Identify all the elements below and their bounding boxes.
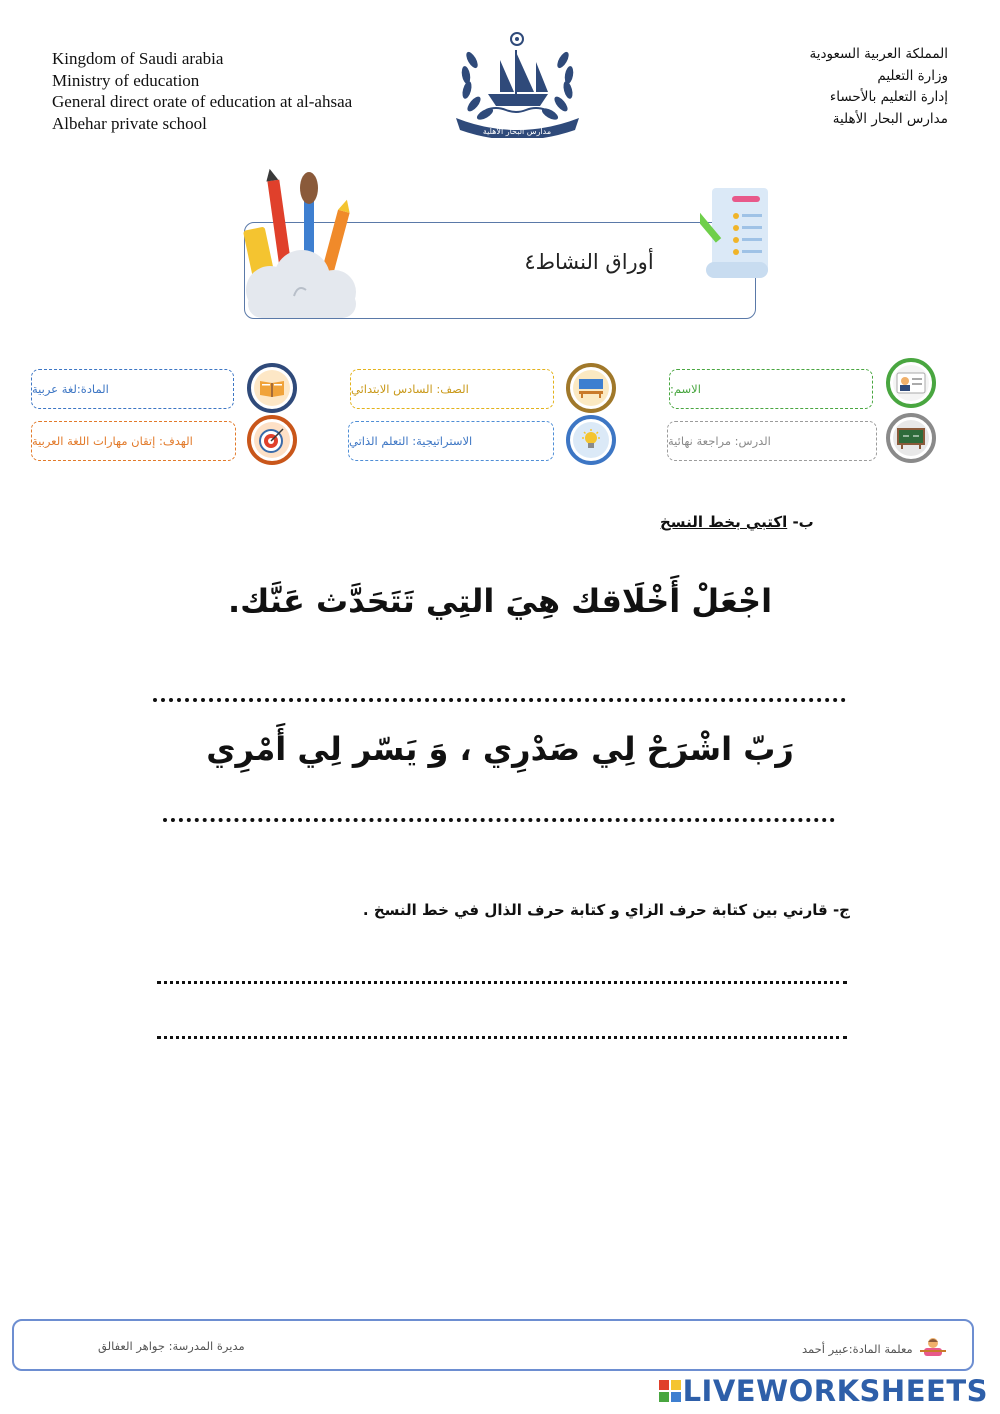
answer-line-2[interactable] — [163, 818, 835, 822]
section-b-instruction: اكتبي بخط النسخ — [660, 513, 788, 531]
answer-line-4[interactable] — [157, 1036, 847, 1039]
lesson-label: الدرس: مراجعة نهائية — [668, 434, 771, 448]
copy-sentence-1: اجْعَلْ أَخْلَاقك هِيَ التِي تَتَحَدَّث عَنَّك. — [227, 582, 773, 620]
english-header-line: Albehar private school — [52, 113, 207, 133]
section-b-heading — [660, 513, 814, 531]
classroom-icon — [573, 370, 609, 406]
copy-sentence-2: رَبّ اشْرَحْ لِي صَدْرِي ، وَ يَسّر لِي أَمْرِي — [206, 730, 794, 768]
grade-label: الصف: السادس الابتدائي — [351, 382, 469, 396]
pencils-cloud-icon — [240, 168, 362, 320]
liveworksheets-logo-icon — [659, 1380, 681, 1402]
subject-badge — [247, 363, 297, 413]
english-header-line: Kingdom of Saudi arabia — [52, 49, 224, 68]
arabic-header-line: وزارة التعليم — [877, 67, 948, 84]
lesson-badge — [886, 413, 936, 463]
school-logo — [450, 30, 585, 138]
student-card-icon — [893, 365, 929, 401]
subject-field — [31, 369, 234, 409]
name-badge — [886, 358, 936, 408]
principal-name: مديرة المدرسة: جواهر العفالق — [98, 1339, 245, 1353]
answer-line-1[interactable] — [153, 698, 846, 702]
teacher-icon — [918, 1336, 948, 1358]
goal-label: الهدف: إتقان مهارات اللغة العربية — [32, 434, 193, 448]
arabic-header-line: المملكة العربية السعودية — [809, 46, 948, 62]
target-icon — [254, 422, 290, 458]
lightbulb-icon — [573, 422, 609, 458]
logo-caption: مدارس البحار الأهلية — [482, 127, 552, 136]
strategy-label: الاستراتيجية: التعلم الذاتي — [349, 434, 473, 448]
name-label: الاسم: — [670, 382, 701, 396]
english-header-line: General direct orate of education at al-ahsaa — [52, 92, 353, 111]
worksheet-title: أوراق النشاط٤ — [524, 250, 654, 274]
strategy-badge — [566, 415, 616, 465]
section-b-prefix: ب- — [792, 513, 814, 531]
grade-badge — [566, 363, 616, 413]
goal-badge — [247, 415, 297, 465]
chalkboard-icon — [893, 420, 929, 456]
arabic-header-line: مدارس البحار الأهلية — [832, 110, 948, 127]
arabic-header-line: إدارة التعليم بالأحساء — [829, 89, 948, 105]
english-header — [52, 48, 352, 134]
grade-field — [350, 369, 554, 409]
brand-text: LIVEWORKSHEETS — [682, 1374, 988, 1408]
subject-label: المادة:لغة عربية — [32, 382, 109, 396]
name-field[interactable] — [669, 369, 873, 409]
teacher-name: معلمة المادة:عبير أحمد — [802, 1342, 913, 1356]
english-header-line: Ministry of education — [52, 70, 200, 90]
strategy-field — [348, 421, 554, 461]
answer-line-3[interactable] — [157, 981, 847, 984]
arabic-header — [809, 44, 948, 130]
lesson-field — [667, 421, 877, 461]
ship-wreath-icon — [450, 30, 585, 138]
goal-field — [31, 421, 236, 461]
book-icon — [254, 370, 290, 406]
section-c-question: ج- قارني بين كتابة حرف الزاي و كتابة حرف الذال في خط النسخ . — [362, 901, 850, 919]
liveworksheets-brand[interactable] — [659, 1374, 988, 1408]
